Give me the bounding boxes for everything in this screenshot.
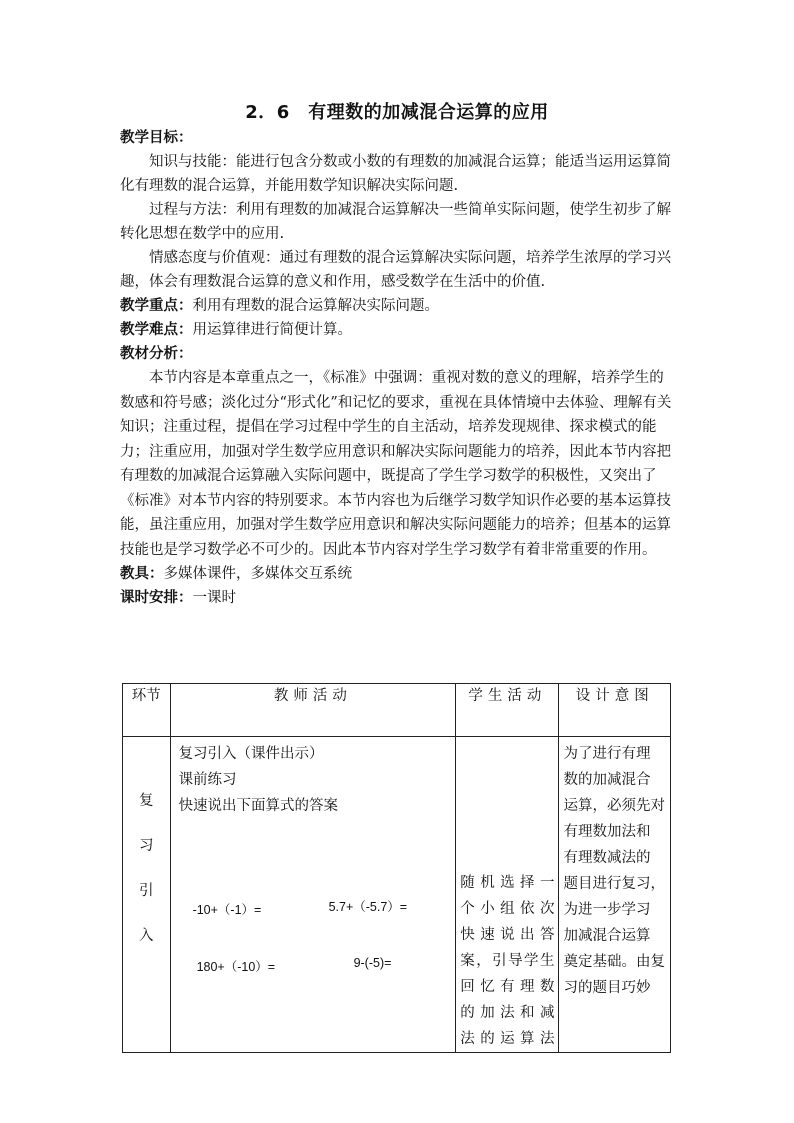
student-line: 回忆有理数	[460, 979, 555, 995]
difficulty-label: 教学难点：	[120, 322, 193, 338]
schedule-text: 一课时	[192, 590, 236, 606]
expression: 9-(-5)=	[353, 956, 392, 970]
student-line: 快速说出答	[460, 927, 555, 943]
intent-line: 有理数加法和	[563, 824, 651, 840]
tools-text: 多媒体课件，多媒体交互系统	[163, 566, 352, 582]
intent-line: 题目进行复习，	[563, 876, 665, 892]
expression: 180+（-10）=	[196, 960, 276, 974]
table-row	[123, 737, 671, 1053]
page-title: 2．6 有理数的加减混合运算的应用	[245, 102, 549, 123]
difficulty-text: 用运算律进行简便计算。	[192, 322, 352, 338]
analysis-text: 本节内容是本章重点之一，《标准》中强调：重视对数的意义的理解，培养学生的数感和符号感；淡化过分“形式化”和记忆的要求，重视在具体情境中去体验、理解有关知识；注重过程，提倡在学习过程中学生的自主活动，培养发现规律、探求模式的能力；注重应用，加强对学生数学应用意识和解决实际问题能力的培养，因此本节内容把有理数的加减混合运算融入实际问题中，既提高了学生学习数学的积极性，又突出了《标准》对本节内容的特别要求。本节内容也为后继学习数学知识作必要的基本运算技能，虽注重应用，加强对学生数学应用意识和解决实际问题能力的培养；但基本的运算技能也是学习数学必不可少的。因此本节内容对学生学习数学有着非常重要的作用。	[120, 370, 672, 558]
schedule-label: 课时安排：	[120, 590, 193, 606]
student-line: 案，引导学生	[460, 953, 555, 969]
header-stage: 环节	[123, 684, 171, 737]
teacher-line: 课前练习	[178, 772, 237, 788]
teacher-line: 复习引入（课件出示）	[178, 746, 324, 762]
section-char: 引	[139, 883, 154, 899]
section-char: 习	[139, 838, 154, 854]
teacher-line: 快速说出下面算式的答案	[178, 798, 339, 814]
table-header-row	[123, 684, 671, 737]
key-point	[120, 294, 676, 318]
objective-process: 过程与方法：利用有理数的加减混合运算解决一些简单实际问题，使学生初步了解转化思想在数学中的应用.	[120, 202, 671, 242]
student-activity-cell	[456, 737, 559, 1053]
intent-line: 加减混合运算	[563, 928, 651, 944]
student-line: 随机选择一	[460, 875, 555, 891]
intent-line: 为进一步学习	[563, 902, 651, 918]
objective-attitude: 情感态度与价值观：通过有理数的混合运算解决实际问题，培养学生浓厚的学习兴趣，体会有理数混合运算的意义和作用，感受数学在生活中的价值.	[120, 250, 671, 290]
schedule	[120, 586, 676, 610]
header-student: 学生活动	[456, 684, 559, 737]
section-review-intro	[123, 737, 171, 1053]
intent-line: 习的题目巧妙	[563, 980, 651, 996]
key-point-text: 利用有理数的混合运算解决实际问题。	[192, 298, 439, 314]
key-point-label: 教学重点：	[120, 298, 193, 314]
intent-line: 为了进行有理	[563, 746, 651, 762]
analysis-heading: 教材分析：	[120, 346, 193, 362]
objectives-section	[120, 126, 676, 610]
design-intent-cell	[559, 737, 671, 1053]
lesson-plan-table	[122, 683, 671, 1053]
student-line: 法的运算法	[460, 1031, 555, 1047]
expression: 5.7+（-5.7）=	[328, 900, 408, 914]
intent-line: 有理数减法的	[563, 850, 651, 866]
student-line: 的加法和减	[460, 1005, 555, 1021]
intent-line: 奠定基础。由复	[563, 954, 665, 970]
section-char: 入	[139, 928, 154, 944]
objective-knowledge: 知识与技能：能进行包含分数或小数的有理数的加减混合运算；能适当运用运算简化有理数的混合运算，并能用数学知识解决实际问题.	[120, 154, 671, 194]
student-line: 个小组依次	[460, 901, 555, 917]
header-intent: 设计意图	[559, 684, 671, 737]
objectives-heading: 教学目标：	[120, 130, 193, 146]
tools	[120, 562, 676, 586]
teacher-activity-cell	[170, 737, 456, 1053]
tools-label: 教具：	[120, 566, 164, 582]
section-char: 复	[139, 793, 154, 809]
difficulty	[120, 318, 676, 342]
intent-line: 数的加减混合	[563, 772, 651, 788]
expression: -10+（-1）=	[192, 903, 262, 917]
header-teacher: 教师活动	[170, 684, 456, 737]
intent-line: 运算，必须先对	[563, 798, 665, 814]
